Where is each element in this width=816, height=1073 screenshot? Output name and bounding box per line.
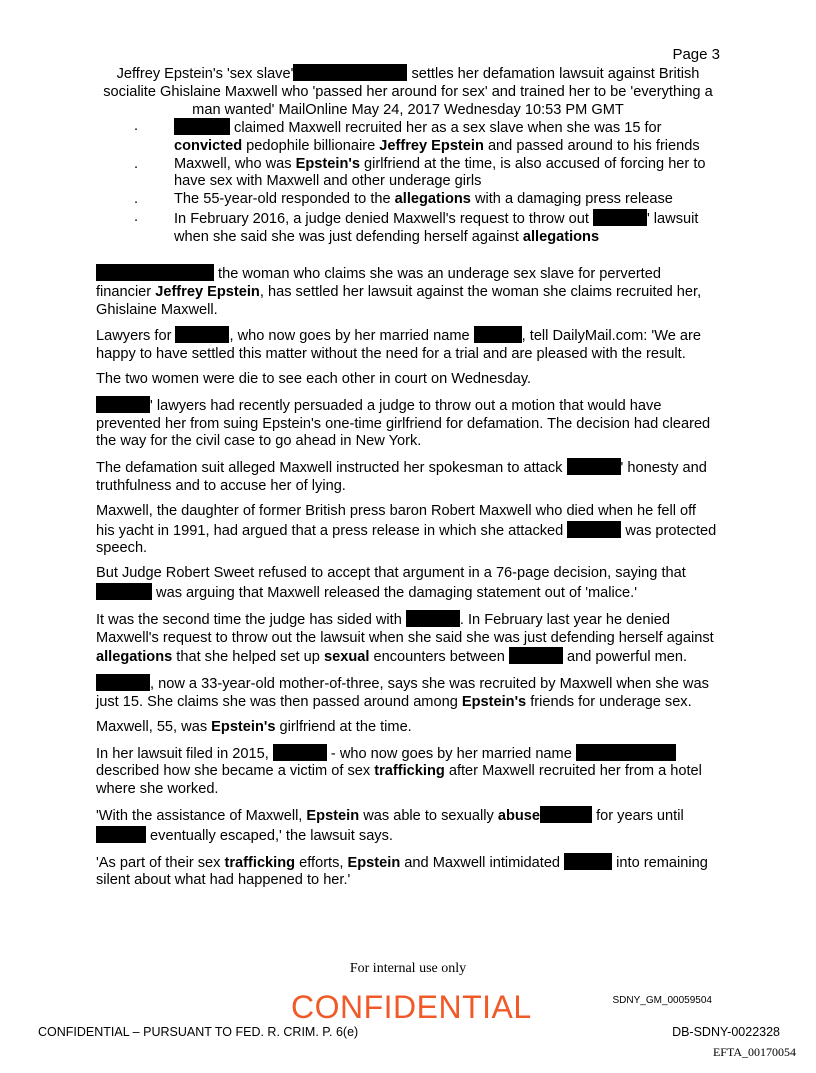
summary-bullets (96, 118, 716, 247)
bullet-item: . The 55-year-old responded to the allegations with a damaging press release (134, 191, 673, 208)
article-headline: Jeffrey Epstein's 'sex slave' settles her defamation lawsuit against British socialite Ghislaine Maxwell who 'passed her around for sex' and trained her to be 'everything a man wanted' MailOnline May 24, 2017 Wednesday 10:53 PM GMT (103, 66, 713, 118)
redaction-box (96, 583, 152, 600)
redaction-box (567, 521, 621, 538)
redaction-box (509, 647, 563, 664)
redaction-box (567, 458, 621, 475)
redaction-box (273, 744, 327, 761)
bullet-item: . Maxwell, who was Epstein's girlfriend at the time, is also accused of forcing her to have sex with Maxwell and other underage girls (134, 155, 706, 190)
paragraph: In her lawsuit filed in 2015, - who now goes by her married name described how she became a victim of sex trafficking after Maxwell recruited her from a hotel where she worked. (96, 745, 702, 798)
bullet-item: . In February 2016, a judge denied Maxwell's request to throw out ' lawsuit when she said she was just defending herself against allegations (134, 208, 699, 245)
paragraph: the woman who claims she was an underage sex slave for perverted financier Jeffrey Epstein, has settled her lawsuit against the woman she claims recruited her, Ghislaine Maxwell. (96, 266, 702, 318)
confidential-notice: CONFIDENTIAL – PURSUANT TO FED. R. CRIM. P. 6(e) (38, 1025, 359, 1039)
paragraph: , now a 33-year-old mother-of-three, says she was recruited by Maxwell when she was just 15. She claims she was then passed around among Epstein's friends for underage sex. (96, 676, 709, 710)
paragraph: ' lawyers had recently persuaded a judge to throw out a motion that would have prevented her from suing Epstein's one-time girlfriend for defamation. The decision had cleared the way for the civil case to go ahead in New York. (96, 397, 711, 450)
efta-number: EFTA_00170054 (712, 1045, 796, 1059)
paragraph: Maxwell, the daughter of former British press baron Robert Maxwell who died when he fell off his yacht in 1991, had argued that a press release in which she attacked was protected speech. (96, 502, 717, 557)
redaction-box (406, 610, 460, 627)
paragraph: 'As part of their sex trafficking efforts, Epstein and Maxwell intimidated into remaining silent about what had happened to her.' (96, 854, 708, 889)
redaction-box (576, 744, 676, 761)
redaction-box (96, 826, 146, 843)
page-number: Page 3 (672, 46, 720, 63)
bates-number-secondary: DB-SDNY-0022328 (672, 1025, 780, 1039)
redaction-box (540, 806, 592, 823)
bullet-item: . claimed Maxwell recruited her as a sex slave when she was 15 for convicted pedophile billionaire Jeffrey Epstein and passed around to his friends (134, 118, 700, 154)
redaction-box (96, 264, 214, 281)
redaction-box (175, 326, 229, 343)
redaction-box (593, 209, 647, 226)
article-body (96, 264, 718, 897)
redaction-box (293, 64, 407, 81)
paragraph: The two women were die to see each other in court on Wednesday. (96, 370, 532, 387)
redaction-box (474, 326, 522, 343)
paragraph: Maxwell, 55, was Epstein's girlfriend at the time. (96, 718, 412, 735)
redaction-box (564, 853, 612, 870)
confidential-stamp: CONFIDENTIAL (291, 989, 532, 1025)
paragraph: The defamation suit alleged Maxwell instructed her spokesman to attack ' honesty and truthfulness and to accuse her of lying. (96, 460, 707, 494)
paragraph: Lawyers for , who now goes by her married name , tell DailyMail.com: 'We are happy to have settled this matter without the need for a trial and are pleased with the result. (96, 328, 701, 363)
internal-use-note: For internal use only (349, 961, 467, 976)
redaction-box (96, 674, 150, 691)
redaction-box (174, 118, 230, 135)
paragraph: It was the second time the judge has sided with . In February last year he denied Maxwell's request to throw out the lawsuit when she said she was just defending herself against allegations that she helped set up sexual encounters between and powerful men. (96, 611, 714, 666)
paragraph: 'With the assistance of Maxwell, Epstein was able to sexually abuse for years until eventually escaped,' the lawsuit says. (96, 807, 684, 844)
redaction-box (96, 396, 150, 413)
bates-number: SDNY_GM_00059504 (612, 995, 712, 1006)
paragraph: But Judge Robert Sweet refused to accept that argument in a 76-page decision, saying that was arguing that Maxwell released the damaging statement out of 'malice.' (96, 565, 686, 601)
